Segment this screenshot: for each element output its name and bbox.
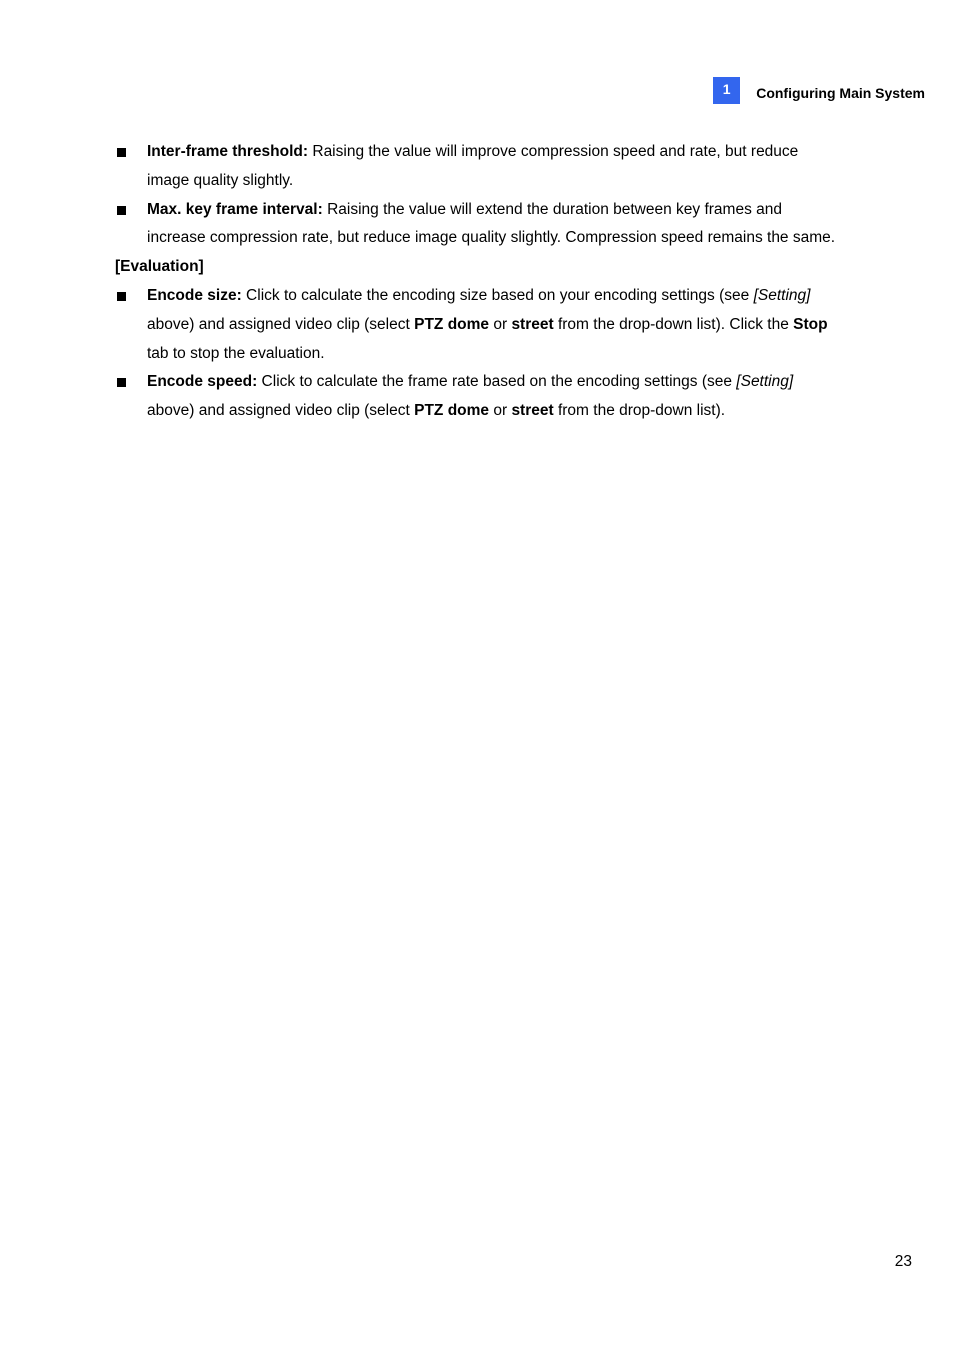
item-text: Click to calculate the encoding size based on your encoding settings (see <box>241 286 754 304</box>
square-bullet-icon <box>117 292 126 301</box>
list-item-encode-speed <box>115 368 840 426</box>
item-text: or <box>489 402 512 420</box>
square-bullet-icon <box>117 378 126 387</box>
list-item-max-key-frame-interval <box>115 196 840 254</box>
stop-tab-label: Stop <box>793 315 828 333</box>
page-header <box>713 77 925 104</box>
setting-reference: [Setting] <box>736 373 794 391</box>
section-heading-evaluation: [Evaluation] <box>115 258 204 276</box>
page-content <box>115 138 840 426</box>
square-bullet-icon <box>117 148 126 157</box>
option-ptz-dome: PTZ dome <box>414 315 490 333</box>
chapter-badge: 1 <box>713 77 740 104</box>
item-term: Max. key frame interval: <box>147 200 323 218</box>
chapter-title: Configuring Main System <box>756 84 925 101</box>
square-bullet-icon <box>117 206 126 215</box>
item-text: from the drop-down list). <box>553 402 726 420</box>
page-number: 23 <box>894 1253 912 1270</box>
item-term: Encode size: <box>147 286 242 304</box>
item-text: Raising the value will improve compression speed and rate, but reduce image quality slightly. <box>147 143 799 189</box>
item-text: or <box>489 315 512 333</box>
setting-reference: [Setting] <box>753 286 811 304</box>
list-item-inter-frame-threshold <box>115 138 840 196</box>
item-term: Inter-frame threshold: <box>147 143 309 160</box>
option-street: street <box>511 315 554 333</box>
item-text: tab to stop the evaluation. <box>147 344 325 362</box>
option-ptz-dome: PTZ dome <box>414 402 490 420</box>
item-text: Raising the value will extend the duration between key frames and increase compression rate, but reduce image quality slightly. Compression speed remains the same. <box>147 200 836 247</box>
option-street: street <box>511 402 554 420</box>
item-text: from the drop-down list). Click the <box>553 315 794 333</box>
item-text: above) and assigned video clip (select <box>147 315 415 333</box>
item-text: above) and assigned video clip (select <box>147 402 415 420</box>
list-item-encode-size <box>115 282 840 368</box>
item-text: Click to calculate the frame rate based on the encoding settings (see <box>257 373 737 391</box>
item-term: Encode speed: <box>147 373 258 391</box>
